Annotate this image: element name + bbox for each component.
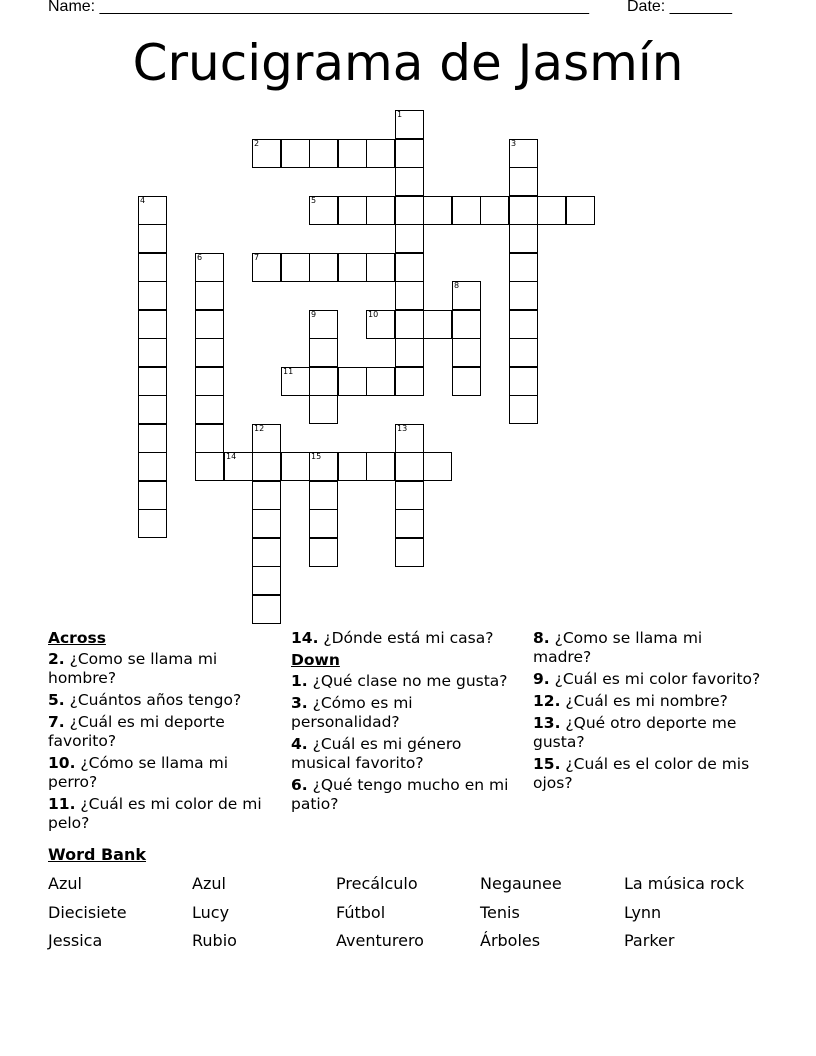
grid-cell[interactable]: [309, 367, 338, 396]
clue-text: ¿Qué clase no me gusta?: [307, 672, 508, 690]
grid-cell[interactable]: [138, 452, 167, 481]
clue-text: ¿Cuántos años tengo?: [64, 691, 242, 709]
clue-text: ¿Cuál es mi deporte favorito?: [48, 713, 225, 750]
grid-cell[interactable]: [395, 253, 424, 282]
clue-number: 10: [368, 310, 379, 319]
grid-cell[interactable]: [309, 452, 338, 481]
grid-cell[interactable]: [309, 310, 338, 339]
grid-cell[interactable]: [509, 281, 538, 310]
grid-cell[interactable]: [338, 139, 367, 168]
word-bank-item: La música rock: [624, 874, 745, 893]
grid-cell[interactable]: [395, 509, 424, 538]
grid-cell[interactable]: [338, 253, 367, 282]
grid-cell[interactable]: [423, 452, 452, 481]
clue-item: [533, 670, 765, 689]
clue-number-label: 12.: [533, 692, 561, 710]
grid-cell[interactable]: [195, 367, 224, 396]
clue-item: [48, 795, 280, 833]
grid-cell[interactable]: [309, 338, 338, 367]
clue-number-label: 6.: [291, 776, 308, 794]
clue-number-label: 3.: [291, 694, 308, 712]
grid-cell[interactable]: [252, 509, 281, 538]
grid-cell[interactable]: [452, 196, 481, 225]
grid-cell[interactable]: [252, 424, 281, 453]
grid-cell[interactable]: [195, 253, 224, 282]
word-bank-item: Fútbol: [336, 903, 386, 922]
clue-text: ¿Qué otro deporte me gusta?: [533, 714, 737, 751]
grid-cell[interactable]: [252, 452, 281, 481]
grid-cell[interactable]: [309, 395, 338, 424]
grid-cell[interactable]: [252, 595, 281, 624]
grid-cell[interactable]: [395, 281, 424, 310]
clue-text: ¿Cuál es el color de mis ojos?: [533, 755, 750, 792]
grid-cell[interactable]: [338, 367, 367, 396]
grid-cell[interactable]: [452, 367, 481, 396]
grid-cell[interactable]: [195, 338, 224, 367]
clue-text: ¿Cómo se llama mi perro?: [48, 754, 229, 791]
clue-text: ¿Cuál es mi color favorito?: [549, 670, 761, 688]
word-bank-item: Tenis: [480, 903, 520, 922]
grid-cell[interactable]: [395, 538, 424, 567]
word-bank-item: Lynn: [624, 903, 662, 922]
clue-number-label: 10.: [48, 754, 76, 772]
clue-item: [48, 754, 280, 792]
clue-item: [291, 672, 523, 691]
clue-item: [48, 650, 280, 688]
clue-text: ¿Cuál es mi nombre?: [560, 692, 728, 710]
down-heading: Down: [291, 651, 340, 669]
grid-cell[interactable]: [537, 196, 566, 225]
grid-cell[interactable]: [138, 253, 167, 282]
grid-cell[interactable]: [281, 367, 310, 396]
clue-number: 9: [311, 310, 317, 319]
grid-cell[interactable]: [138, 338, 167, 367]
clue-item: [291, 694, 523, 732]
word-bank-item: Azul: [48, 874, 82, 893]
clue-number-label: 15.: [533, 755, 561, 773]
grid-cell[interactable]: [195, 281, 224, 310]
grid-cell[interactable]: [309, 139, 338, 168]
grid-cell[interactable]: [566, 196, 595, 225]
grid-cell[interactable]: [252, 253, 281, 282]
grid-cell[interactable]: [309, 509, 338, 538]
grid-cell[interactable]: [138, 395, 167, 424]
grid-cell[interactable]: [509, 395, 538, 424]
grid-cell[interactable]: [366, 452, 395, 481]
clue-item: [48, 713, 280, 751]
clue-number-label: 2.: [48, 650, 65, 668]
grid-cell[interactable]: [366, 253, 395, 282]
grid-cell[interactable]: [138, 281, 167, 310]
grid-cell[interactable]: [195, 310, 224, 339]
clue-number: 7: [254, 253, 260, 262]
grid-cell[interactable]: [452, 310, 481, 339]
grid-cell[interactable]: [452, 338, 481, 367]
grid-cell[interactable]: [138, 224, 167, 253]
clues-column-2: [291, 629, 523, 817]
clue-number-label: 11.: [48, 795, 76, 813]
clue-item: [533, 629, 765, 667]
word-bank-item: Parker: [624, 931, 675, 950]
grid-cell[interactable]: [366, 196, 395, 225]
clues-column-3: [533, 629, 765, 796]
grid-cell[interactable]: [366, 139, 395, 168]
grid-cell[interactable]: [509, 224, 538, 253]
grid-cell[interactable]: [509, 167, 538, 196]
clue-number: 8: [454, 281, 460, 290]
grid-cell[interactable]: [509, 139, 538, 168]
clue-item: [533, 692, 765, 711]
date-field[interactable]: Date: _______: [627, 0, 732, 15]
grid-cell[interactable]: [309, 253, 338, 282]
grid-cell[interactable]: [395, 481, 424, 510]
grid-cell[interactable]: [395, 167, 424, 196]
clue-number: 13: [397, 424, 408, 433]
grid-cell[interactable]: [509, 367, 538, 396]
grid-cell[interactable]: [338, 196, 367, 225]
grid-cell[interactable]: [395, 110, 424, 139]
grid-cell[interactable]: [138, 424, 167, 453]
clue-number: 1: [397, 110, 403, 119]
clue-number-label: 8.: [533, 629, 550, 647]
clue-text: ¿Cuál es mi género musical favorito?: [291, 735, 462, 772]
clue-number: 15: [311, 452, 322, 461]
clue-item: [291, 776, 523, 814]
grid-cell[interactable]: [366, 310, 395, 339]
clue-number: 3: [511, 139, 517, 148]
clue-item: [533, 714, 765, 752]
clue-item: [533, 755, 765, 793]
word-bank-item: Negaunee: [480, 874, 562, 893]
grid-cell[interactable]: [138, 367, 167, 396]
page-title: Crucigrama de Jasmín: [132, 34, 684, 92]
clue-text: ¿Dónde está mi casa?: [318, 629, 494, 647]
grid-cell[interactable]: [252, 566, 281, 595]
clue-text: ¿Qué tengo mucho en mi patio?: [291, 776, 509, 813]
clue-number-label: 1.: [291, 672, 308, 690]
grid-cell[interactable]: [281, 253, 310, 282]
grid-cell[interactable]: [309, 538, 338, 567]
grid-cell[interactable]: [195, 452, 224, 481]
grid-cell[interactable]: [395, 424, 424, 453]
grid-cell[interactable]: [252, 538, 281, 567]
grid-cell[interactable]: [395, 452, 424, 481]
word-bank-item: Diecisiete: [48, 903, 127, 922]
clue-number-label: 14.: [291, 629, 319, 647]
grid-cell[interactable]: [395, 224, 424, 253]
grid-cell[interactable]: [395, 367, 424, 396]
grid-cell[interactable]: [281, 139, 310, 168]
word-bank-item: Jessica: [48, 931, 103, 950]
grid-cell[interactable]: [366, 367, 395, 396]
word-bank-heading: Word Bank: [48, 845, 147, 864]
clue-text: ¿Como se llama mi madre?: [533, 629, 703, 666]
grid-cell[interactable]: [281, 452, 310, 481]
grid-cell[interactable]: [480, 196, 509, 225]
clue-number-label: 4.: [291, 735, 308, 753]
clue-item: [291, 629, 523, 648]
word-bank-item: Lucy: [192, 903, 230, 922]
grid-cell[interactable]: [138, 196, 167, 225]
clue-number: 4: [140, 196, 146, 205]
grid-cell[interactable]: [395, 338, 424, 367]
grid-cell[interactable]: [509, 196, 538, 225]
grid-cell[interactable]: [138, 509, 167, 538]
grid-cell[interactable]: [252, 139, 281, 168]
across-heading: Across: [48, 629, 106, 647]
name-field[interactable]: Name: _______________________________________________________: [48, 0, 589, 15]
grid-cell[interactable]: [195, 395, 224, 424]
clue-number: 2: [254, 139, 260, 148]
grid-cell[interactable]: [452, 281, 481, 310]
grid-cell[interactable]: [252, 481, 281, 510]
grid-cell[interactable]: [338, 452, 367, 481]
grid-cell[interactable]: [509, 310, 538, 339]
word-bank-item: Precálculo: [336, 874, 418, 893]
clue-number: 12: [254, 424, 265, 433]
grid-cell[interactable]: [423, 196, 452, 225]
grid-cell[interactable]: [395, 310, 424, 339]
clue-text: ¿Cuál es mi color de mi pelo?: [48, 795, 262, 832]
grid-cell[interactable]: [138, 481, 167, 510]
clue-number-label: 5.: [48, 691, 65, 709]
clue-text: ¿Como se llama mi hombre?: [48, 650, 218, 687]
grid-cell[interactable]: [509, 253, 538, 282]
grid-cell[interactable]: [423, 310, 452, 339]
grid-cell[interactable]: [224, 452, 253, 481]
grid-cell[interactable]: [138, 310, 167, 339]
clue-number: 14: [226, 452, 237, 461]
clue-number: 11: [283, 367, 294, 376]
clues-column-1: [48, 629, 280, 836]
clue-number-label: 9.: [533, 670, 550, 688]
clue-item: [291, 735, 523, 773]
clue-number: 6: [197, 253, 203, 262]
grid-cell[interactable]: [309, 481, 338, 510]
clue-item: [48, 691, 280, 710]
clue-text: ¿Cómo es mi personalidad?: [291, 694, 413, 731]
grid-cell[interactable]: [309, 196, 338, 225]
clue-number: 5: [311, 196, 317, 205]
word-bank-item: Aventurero: [336, 931, 424, 950]
grid-cell[interactable]: [395, 139, 424, 168]
word-bank-item: Azul: [192, 874, 226, 893]
grid-cell[interactable]: [509, 338, 538, 367]
clue-number-label: 7.: [48, 713, 65, 731]
word-bank-item: Árboles: [480, 931, 541, 950]
word-bank-item: Rubio: [192, 931, 237, 950]
clue-number-label: 13.: [533, 714, 561, 732]
grid-cell[interactable]: [395, 196, 424, 225]
grid-cell[interactable]: [195, 424, 224, 453]
